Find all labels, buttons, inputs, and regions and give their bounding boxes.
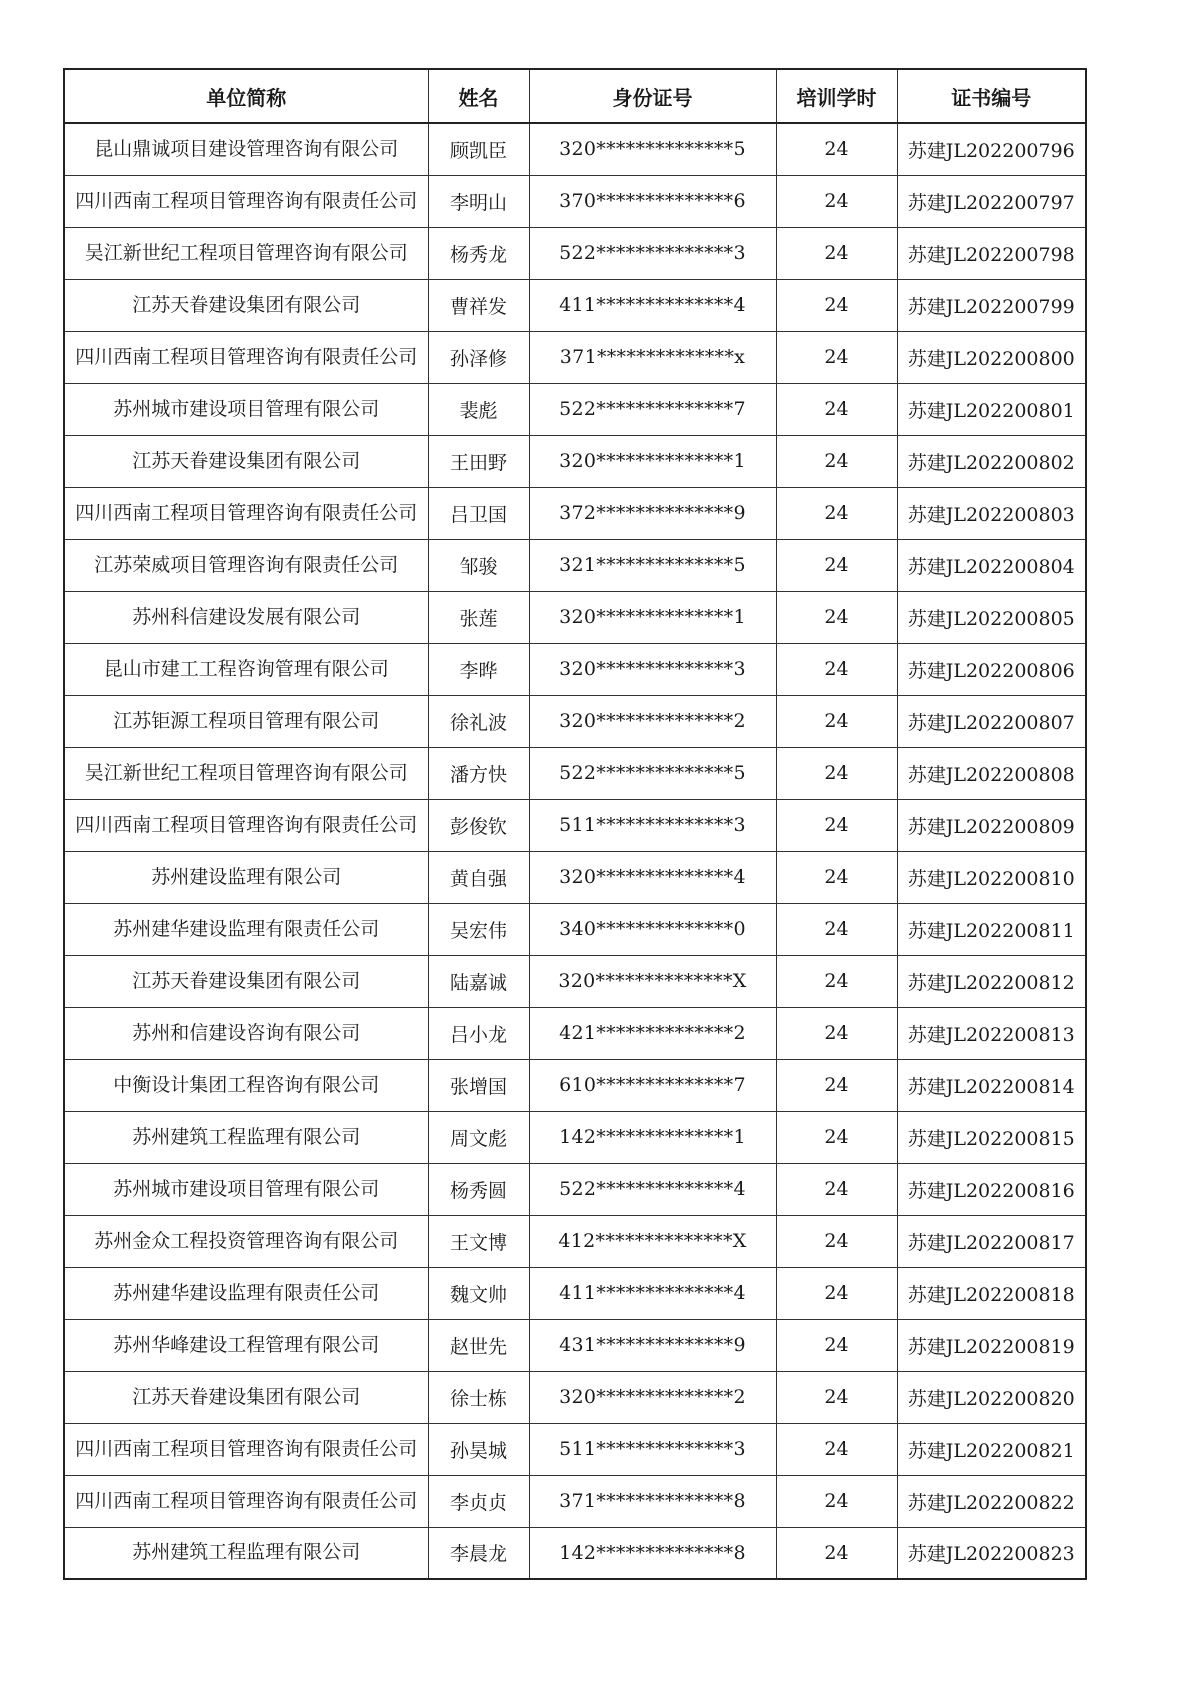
cell-id-number: 320**************2 [529, 695, 776, 747]
table-row [64, 487, 1086, 539]
cell-unit: 四川西南工程项目管理咨询有限责任公司 [64, 487, 428, 539]
cell-training-hours: 24 [776, 955, 897, 1007]
cell-training-hours: 24 [776, 1371, 897, 1423]
cell-id-number: 522**************3 [529, 227, 776, 279]
cell-unit: 苏州金众工程投资管理咨询有限公司 [64, 1215, 428, 1267]
cell-certificate-no: 苏建JL202200798 [897, 227, 1086, 279]
cell-unit: 吴江新世纪工程项目管理咨询有限公司 [64, 747, 428, 799]
cell-certificate-no: 苏建JL202200804 [897, 539, 1086, 591]
table-row [64, 123, 1086, 175]
cell-id-number: 371**************x [529, 331, 776, 383]
table-row [64, 1111, 1086, 1163]
table-row [64, 1007, 1086, 1059]
cell-id-number: 511**************3 [529, 799, 776, 851]
table-row [64, 539, 1086, 591]
cell-training-hours: 24 [776, 1111, 897, 1163]
table-row [64, 643, 1086, 695]
cell-training-hours: 24 [776, 383, 897, 435]
cell-unit: 四川西南工程项目管理咨询有限责任公司 [64, 331, 428, 383]
cell-id-number: 522**************4 [529, 1163, 776, 1215]
cell-name: 彭俊钦 [428, 799, 529, 851]
cell-unit: 江苏钜源工程项目管理有限公司 [64, 695, 428, 747]
cell-certificate-no: 苏建JL202200796 [897, 123, 1086, 175]
cell-certificate-no: 苏建JL202200816 [897, 1163, 1086, 1215]
cell-training-hours: 24 [776, 1059, 897, 1111]
table-row [64, 799, 1086, 851]
cell-training-hours: 24 [776, 1215, 897, 1267]
cell-unit: 苏州城市建设项目管理有限公司 [64, 1163, 428, 1215]
table-row [64, 1267, 1086, 1319]
cell-unit: 苏州城市建设项目管理有限公司 [64, 383, 428, 435]
cell-id-number: 412**************X [529, 1215, 776, 1267]
cell-certificate-no: 苏建JL202200820 [897, 1371, 1086, 1423]
table-row [64, 227, 1086, 279]
cell-training-hours: 24 [776, 123, 897, 175]
cell-certificate-no: 苏建JL202200821 [897, 1423, 1086, 1475]
table-row [64, 1423, 1086, 1475]
cell-training-hours: 24 [776, 643, 897, 695]
cell-certificate-no: 苏建JL202200812 [897, 955, 1086, 1007]
cell-unit: 苏州建筑工程监理有限公司 [64, 1111, 428, 1163]
cell-certificate-no: 苏建JL202200803 [897, 487, 1086, 539]
cell-id-number: 320**************X [529, 955, 776, 1007]
cell-training-hours: 24 [776, 799, 897, 851]
cell-certificate-no: 苏建JL202200800 [897, 331, 1086, 383]
cell-id-number: 522**************5 [529, 747, 776, 799]
cell-training-hours: 24 [776, 1475, 897, 1527]
cell-training-hours: 24 [776, 1007, 897, 1059]
cell-id-number: 320**************3 [529, 643, 776, 695]
cell-name: 吕小龙 [428, 1007, 529, 1059]
cell-name: 吴宏伟 [428, 903, 529, 955]
column-header-id-number: 身份证号 [529, 69, 776, 123]
cell-name: 顾凯臣 [428, 123, 529, 175]
cell-training-hours: 24 [776, 227, 897, 279]
cell-training-hours: 24 [776, 851, 897, 903]
table-body [64, 123, 1086, 1579]
cell-unit: 吴江新世纪工程项目管理咨询有限公司 [64, 227, 428, 279]
cell-certificate-no: 苏建JL202200822 [897, 1475, 1086, 1527]
cell-unit: 中衡设计集团工程咨询有限公司 [64, 1059, 428, 1111]
cell-id-number: 421**************2 [529, 1007, 776, 1059]
cell-certificate-no: 苏建JL202200813 [897, 1007, 1086, 1059]
cell-unit: 江苏天眷建设集团有限公司 [64, 955, 428, 1007]
cell-name: 李明山 [428, 175, 529, 227]
cell-certificate-no: 苏建JL202200814 [897, 1059, 1086, 1111]
cell-certificate-no: 苏建JL202200811 [897, 903, 1086, 955]
cell-id-number: 340**************0 [529, 903, 776, 955]
table-row [64, 175, 1086, 227]
cell-name: 黄自强 [428, 851, 529, 903]
cell-id-number: 320**************2 [529, 1371, 776, 1423]
cell-unit: 江苏天眷建设集团有限公司 [64, 1371, 428, 1423]
column-header-unit: 单位简称 [64, 69, 428, 123]
cell-id-number: 610**************7 [529, 1059, 776, 1111]
cell-certificate-no: 苏建JL202200805 [897, 591, 1086, 643]
cell-name: 赵世先 [428, 1319, 529, 1371]
cell-name: 陆嘉诚 [428, 955, 529, 1007]
cell-name: 徐士栋 [428, 1371, 529, 1423]
cell-name: 徐礼波 [428, 695, 529, 747]
cell-training-hours: 24 [776, 539, 897, 591]
cell-name: 张增国 [428, 1059, 529, 1111]
cell-unit: 昆山市建工工程咨询管理有限公司 [64, 643, 428, 695]
cell-name: 王文博 [428, 1215, 529, 1267]
cell-training-hours: 24 [776, 331, 897, 383]
table-row [64, 331, 1086, 383]
cell-name: 魏文帅 [428, 1267, 529, 1319]
cell-certificate-no: 苏建JL202200809 [897, 799, 1086, 851]
cell-certificate-no: 苏建JL202200799 [897, 279, 1086, 331]
cell-training-hours: 24 [776, 747, 897, 799]
cell-unit: 苏州建华建设监理有限责任公司 [64, 903, 428, 955]
cell-name: 李贞贞 [428, 1475, 529, 1527]
header-row [64, 69, 1086, 123]
cell-id-number: 321**************5 [529, 539, 776, 591]
cell-name: 邹骏 [428, 539, 529, 591]
cell-id-number: 320**************5 [529, 123, 776, 175]
cell-training-hours: 24 [776, 1163, 897, 1215]
cell-training-hours: 24 [776, 279, 897, 331]
cell-name: 曹祥发 [428, 279, 529, 331]
table-row [64, 435, 1086, 487]
table-row [64, 1371, 1086, 1423]
cell-name: 潘方快 [428, 747, 529, 799]
cell-unit: 四川西南工程项目管理咨询有限责任公司 [64, 1423, 428, 1475]
cell-unit: 四川西南工程项目管理咨询有限责任公司 [64, 1475, 428, 1527]
cell-certificate-no: 苏建JL202200801 [897, 383, 1086, 435]
cell-certificate-no: 苏建JL202200808 [897, 747, 1086, 799]
cell-unit: 江苏荣威项目管理咨询有限责任公司 [64, 539, 428, 591]
cell-id-number: 320**************4 [529, 851, 776, 903]
table-row [64, 747, 1086, 799]
cell-certificate-no: 苏建JL202200818 [897, 1267, 1086, 1319]
cell-unit: 江苏天眷建设集团有限公司 [64, 435, 428, 487]
cell-certificate-no: 苏建JL202200810 [897, 851, 1086, 903]
cell-name: 李晨龙 [428, 1527, 529, 1579]
cell-unit: 苏州建设监理有限公司 [64, 851, 428, 903]
cell-unit: 苏州华峰建设工程管理有限公司 [64, 1319, 428, 1371]
cell-unit: 苏州建筑工程监理有限公司 [64, 1527, 428, 1579]
cell-unit: 苏州科信建设发展有限公司 [64, 591, 428, 643]
cell-unit: 四川西南工程项目管理咨询有限责任公司 [64, 175, 428, 227]
cell-id-number: 511**************3 [529, 1423, 776, 1475]
cell-certificate-no: 苏建JL202200802 [897, 435, 1086, 487]
cell-training-hours: 24 [776, 1423, 897, 1475]
cell-id-number: 320**************1 [529, 435, 776, 487]
cell-training-hours: 24 [776, 1527, 897, 1579]
cell-certificate-no: 苏建JL202200807 [897, 695, 1086, 747]
cell-name: 张莲 [428, 591, 529, 643]
cell-certificate-no: 苏建JL202200806 [897, 643, 1086, 695]
table-row [64, 1475, 1086, 1527]
cell-certificate-no: 苏建JL202200819 [897, 1319, 1086, 1371]
cell-id-number: 370**************6 [529, 175, 776, 227]
cell-certificate-no: 苏建JL202200823 [897, 1527, 1086, 1579]
cell-name: 杨秀龙 [428, 227, 529, 279]
cell-training-hours: 24 [776, 1319, 897, 1371]
cell-unit: 苏州和信建设咨询有限公司 [64, 1007, 428, 1059]
cell-certificate-no: 苏建JL202200797 [897, 175, 1086, 227]
cell-name: 周文彪 [428, 1111, 529, 1163]
certificate-roster-table [63, 68, 1087, 1580]
cell-unit: 四川西南工程项目管理咨询有限责任公司 [64, 799, 428, 851]
cell-id-number: 411**************4 [529, 279, 776, 331]
table-header [64, 69, 1086, 123]
cell-certificate-no: 苏建JL202200817 [897, 1215, 1086, 1267]
cell-id-number: 431**************9 [529, 1319, 776, 1371]
table-row [64, 279, 1086, 331]
cell-training-hours: 24 [776, 487, 897, 539]
cell-name: 裴彪 [428, 383, 529, 435]
table-row [64, 1163, 1086, 1215]
cell-id-number: 142**************1 [529, 1111, 776, 1163]
cell-name: 王田野 [428, 435, 529, 487]
table-row [64, 955, 1086, 1007]
cell-name: 杨秀圆 [428, 1163, 529, 1215]
cell-certificate-no: 苏建JL202200815 [897, 1111, 1086, 1163]
cell-id-number: 371**************8 [529, 1475, 776, 1527]
cell-training-hours: 24 [776, 175, 897, 227]
cell-id-number: 372**************9 [529, 487, 776, 539]
table-row [64, 1059, 1086, 1111]
document-page [63, 68, 1085, 1580]
cell-id-number: 320**************1 [529, 591, 776, 643]
cell-training-hours: 24 [776, 591, 897, 643]
cell-id-number: 411**************4 [529, 1267, 776, 1319]
cell-training-hours: 24 [776, 695, 897, 747]
table-row [64, 591, 1086, 643]
cell-unit: 昆山鼎诚项目建设管理咨询有限公司 [64, 123, 428, 175]
cell-unit: 苏州建华建设监理有限责任公司 [64, 1267, 428, 1319]
cell-training-hours: 24 [776, 1267, 897, 1319]
table-row [64, 383, 1086, 435]
table-row [64, 851, 1086, 903]
cell-id-number: 142**************8 [529, 1527, 776, 1579]
cell-training-hours: 24 [776, 435, 897, 487]
table-row [64, 695, 1086, 747]
table-row [64, 903, 1086, 955]
table-row [64, 1527, 1086, 1579]
column-header-certificate-no: 证书编号 [897, 69, 1086, 123]
cell-name: 孙昊城 [428, 1423, 529, 1475]
cell-training-hours: 24 [776, 903, 897, 955]
column-header-training-hours: 培训学时 [776, 69, 897, 123]
table-row [64, 1215, 1086, 1267]
cell-name: 吕卫国 [428, 487, 529, 539]
table-row [64, 1319, 1086, 1371]
cell-name: 李晔 [428, 643, 529, 695]
cell-id-number: 522**************7 [529, 383, 776, 435]
cell-unit: 江苏天眷建设集团有限公司 [64, 279, 428, 331]
cell-name: 孙泽修 [428, 331, 529, 383]
column-header-name: 姓名 [428, 69, 529, 123]
